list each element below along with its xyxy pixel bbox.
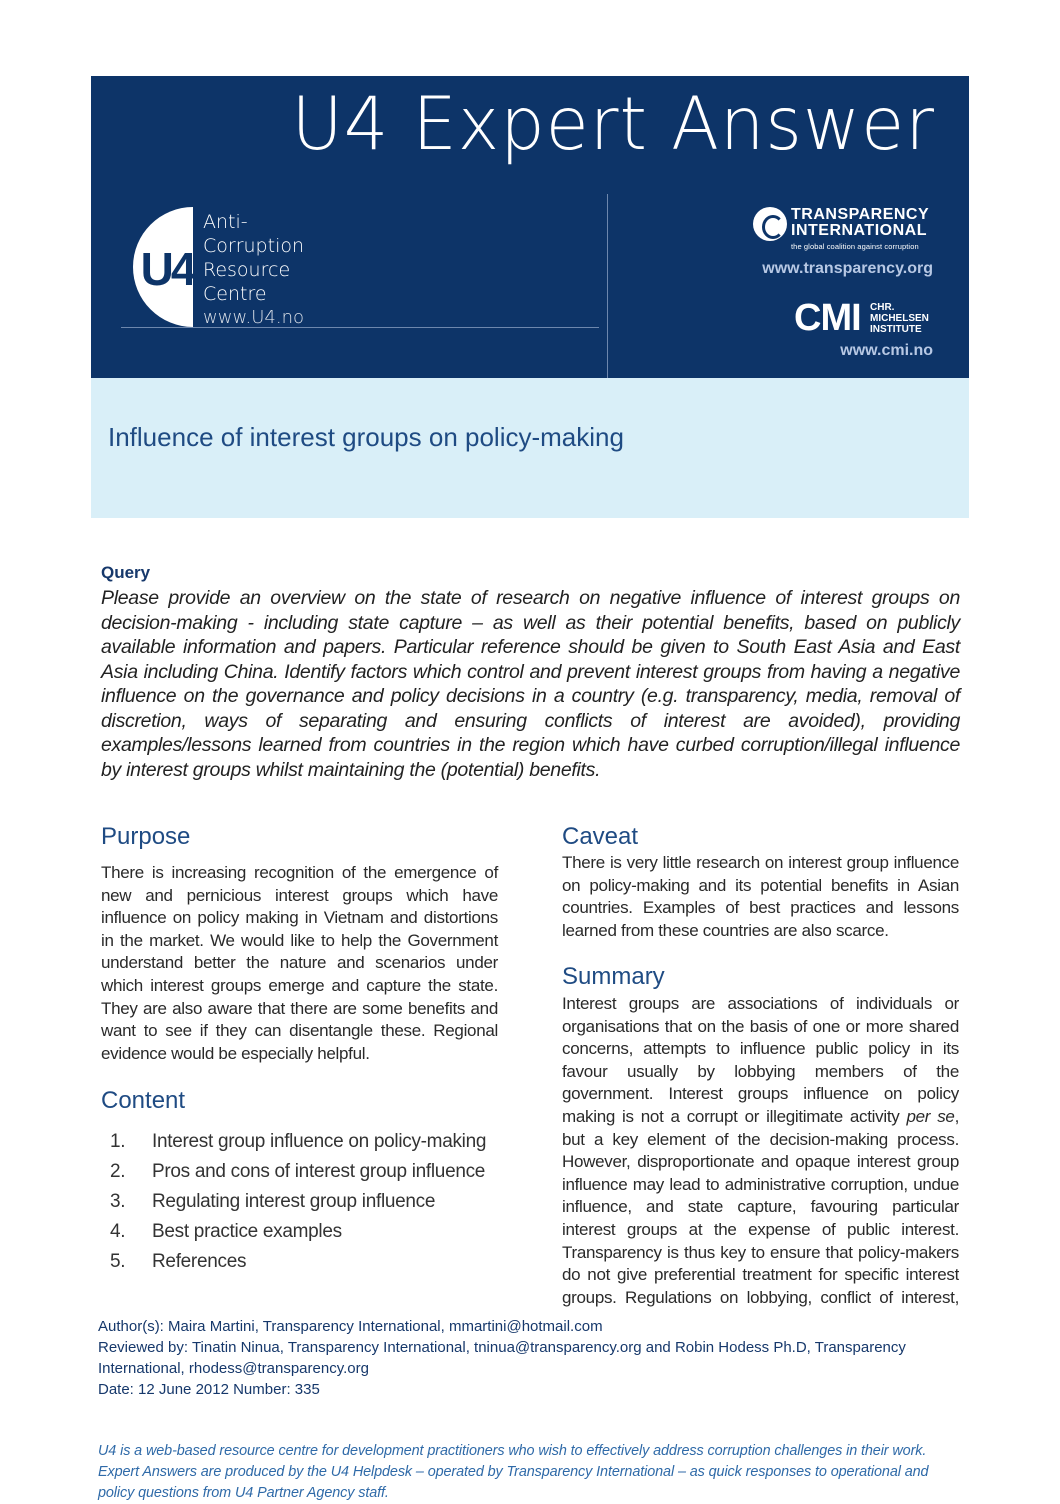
authors-line: Author(s): Maira Martini, Transparency International, mmartini@hotmail.com (98, 1318, 603, 1335)
title-band (91, 378, 969, 518)
summary-emphasis: per se (906, 1106, 955, 1126)
ti-tagline: the global coalition against corruption (791, 242, 919, 251)
ti-website-link[interactable]: www.transparency.org (762, 260, 933, 277)
content-heading: Content (101, 1087, 186, 1114)
query-heading: Query (101, 563, 151, 582)
footer-note: U4 is a web-based resource centre for development practitioners who wish to effectively address corruption challenges in their work. Expert Answers are produced by the U4 Helpdesk – operated by Transparency International – as quick responses to operational and policy questions from U4 Partner Agency staff. (98, 1443, 929, 1501)
content-item: 2. Pros and cons of interest group influence (110, 1161, 486, 1182)
u4-centre-name (203, 210, 304, 330)
svg-text:U4: U4 (140, 243, 193, 295)
content-item: 1. Interest group influence on policy-making (110, 1131, 487, 1152)
header-banner (91, 76, 969, 378)
cmi-logo (794, 298, 934, 338)
reviewers-line: International, rhodess@transparency.org (98, 1360, 369, 1377)
content-item: 3. Regulating interest group influence (110, 1191, 436, 1212)
u4-line: Anti- (203, 211, 248, 233)
header-vertical-divider (607, 194, 608, 378)
caveat-text: There is very little research on interest group influence on policy-making and its potential benefits in Asian countries. Examples of best practices and lessons learned from these countries are also scarce. (562, 853, 959, 940)
ti-globe-icon (753, 207, 787, 241)
cmi-logo-mark: CMI (794, 297, 861, 339)
cmi-institute-name: CHR. MICHELSEN INSTITUTE (870, 302, 929, 335)
query-text: Please provide an overview on the state of research on negative influence of interest groups on decision-making - including state capture – as well as their potential benefits, based on publicly available information and papers. Particular reference should be given to South East Asia and East Asia including China. Identify factors which control and prevent interest groups from having a negative influence on the governance and policy decisions in a country (e.g. transparency, media, removal of discretion, ways of separating and ensuring conflicts of interest are avoided), providing examples/lessons learned from countries in the region which have curbed corruption/illegal influence by interest groups whilst maintaining the (potential) benefits. (101, 587, 960, 781)
summary-text: Interest groups are associations of individuals or organisations that on the basis of one or more shared concerns, attempts to influence public policy in its favour usually by lobbying members of the government. Interest groups influence on policy making is not a corrupt or illegitimate activity per se, but a key element of the decision-making process. However, disproportionate and opaque interest group influence may lead to administrative corruption, undue influence, and state capture, favouring particular interest groups at the expense of public interest. Transparency is thus key to ensure that policy-makers do not give preferential treatment for specific interest groups. Regulations on lobbying, conflict of interest, (562, 994, 959, 1307)
document-title: Influence of interest groups on policy-making (108, 422, 624, 452)
header-horizontal-divider (121, 327, 599, 328)
caveat-heading: Caveat (562, 823, 639, 850)
purpose-heading: Purpose (101, 823, 191, 850)
reviewers-line: Reviewed by: Tinatin Ninua, Transparency International, tninua@transparency.org and Robin Hodess Ph.D, Transparency (98, 1339, 906, 1356)
u4-line: Corruption (203, 235, 305, 257)
u4-line: Resource (203, 259, 291, 281)
content-item: 5. References (110, 1251, 247, 1272)
summary-heading: Summary (562, 963, 665, 990)
date-line: Date: 12 June 2012 Number: 335 (98, 1381, 320, 1398)
document-metadata (98, 1316, 978, 1400)
cmi-website-link[interactable]: www.cmi.no (840, 342, 933, 359)
u4-logo-icon (125, 207, 193, 327)
content-item: 4. Best practice examples (110, 1221, 342, 1242)
u4-url[interactable]: www.U4.no (203, 307, 305, 328)
ti-name: TRANSPARENCY INTERNATIONAL (791, 206, 930, 239)
transparency-international-logo (753, 206, 936, 254)
publication-title: U4 Expert Answer (291, 80, 935, 168)
purpose-text: There is increasing recognition of the emergence of new and pernicious interest groups which have influence on policy making in Vietnam and distortions in the market. We would like to help the Government understand better the nature and scenarios under which interest groups emerge and capture the state. They are also aware that there are some benefits and want to see if they can disentangle these. Regional evidence would be especially helpful. (101, 863, 498, 1063)
u4-line: Centre (203, 283, 267, 305)
content-list (110, 1127, 486, 1277)
